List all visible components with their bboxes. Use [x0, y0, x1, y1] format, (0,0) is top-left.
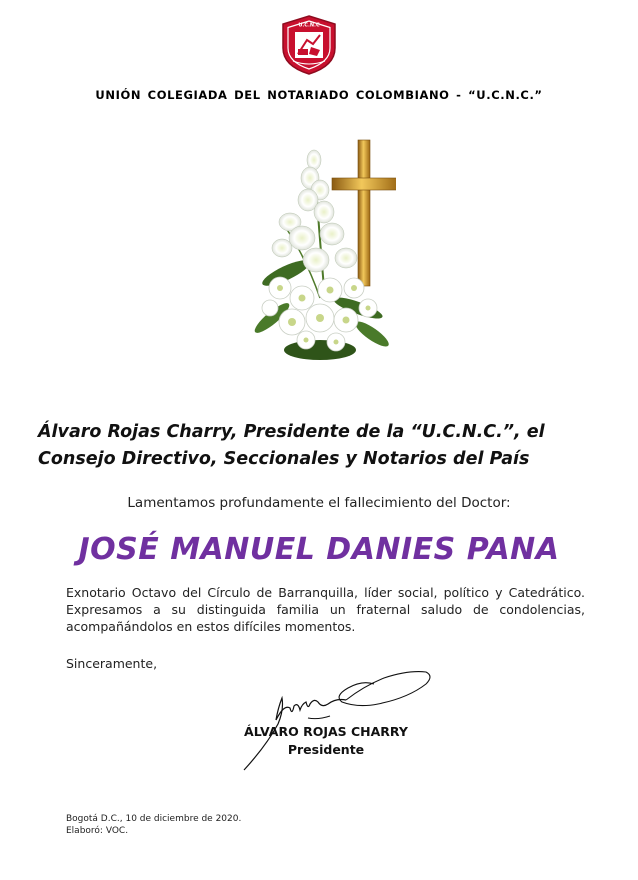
place-date: Bogotá D.C., 10 de diciembre de 2020. — [66, 814, 242, 824]
closing-salutation: Sinceramente, — [66, 656, 158, 671]
condolence-body: Exnotario Octavo del Círculo de Barranquilla, líder social, político y Catedrático. Expresamos a su distinguida familia un fraternal saludo de condolencias, acompañándolos en estos difíciles momentos. — [66, 585, 585, 634]
signer-name: ÁLVARO ROJAS CHARRY — [244, 724, 408, 739]
document-footer — [66, 813, 241, 837]
ucnc-seal-logo — [279, 14, 339, 76]
signature-block — [226, 723, 426, 759]
organization-name: UNIÓN COLEGIADA DEL NOTARIADO COLOMBIANO - “U.C.N.C.” — [95, 88, 543, 102]
prepared-by: Elaboró: VOC. — [66, 826, 129, 836]
announcement-headline: Álvaro Rojas Charry, Presidente de la “U.C.N.C.”, el Consejo Directivo, Seccionales y Notarios del País — [38, 422, 545, 469]
memorial-cross-flowers-image — [246, 138, 396, 364]
svg-text:U.C.N.C: U.C.N.C — [298, 22, 320, 29]
signer-title: Presidente — [287, 742, 365, 757]
lament-line: Lamentamos profundamente el fallecimiento del Doctor: — [127, 495, 511, 511]
deceased-name: JOSÉ MANUEL DANIES PANA — [78, 532, 560, 567]
